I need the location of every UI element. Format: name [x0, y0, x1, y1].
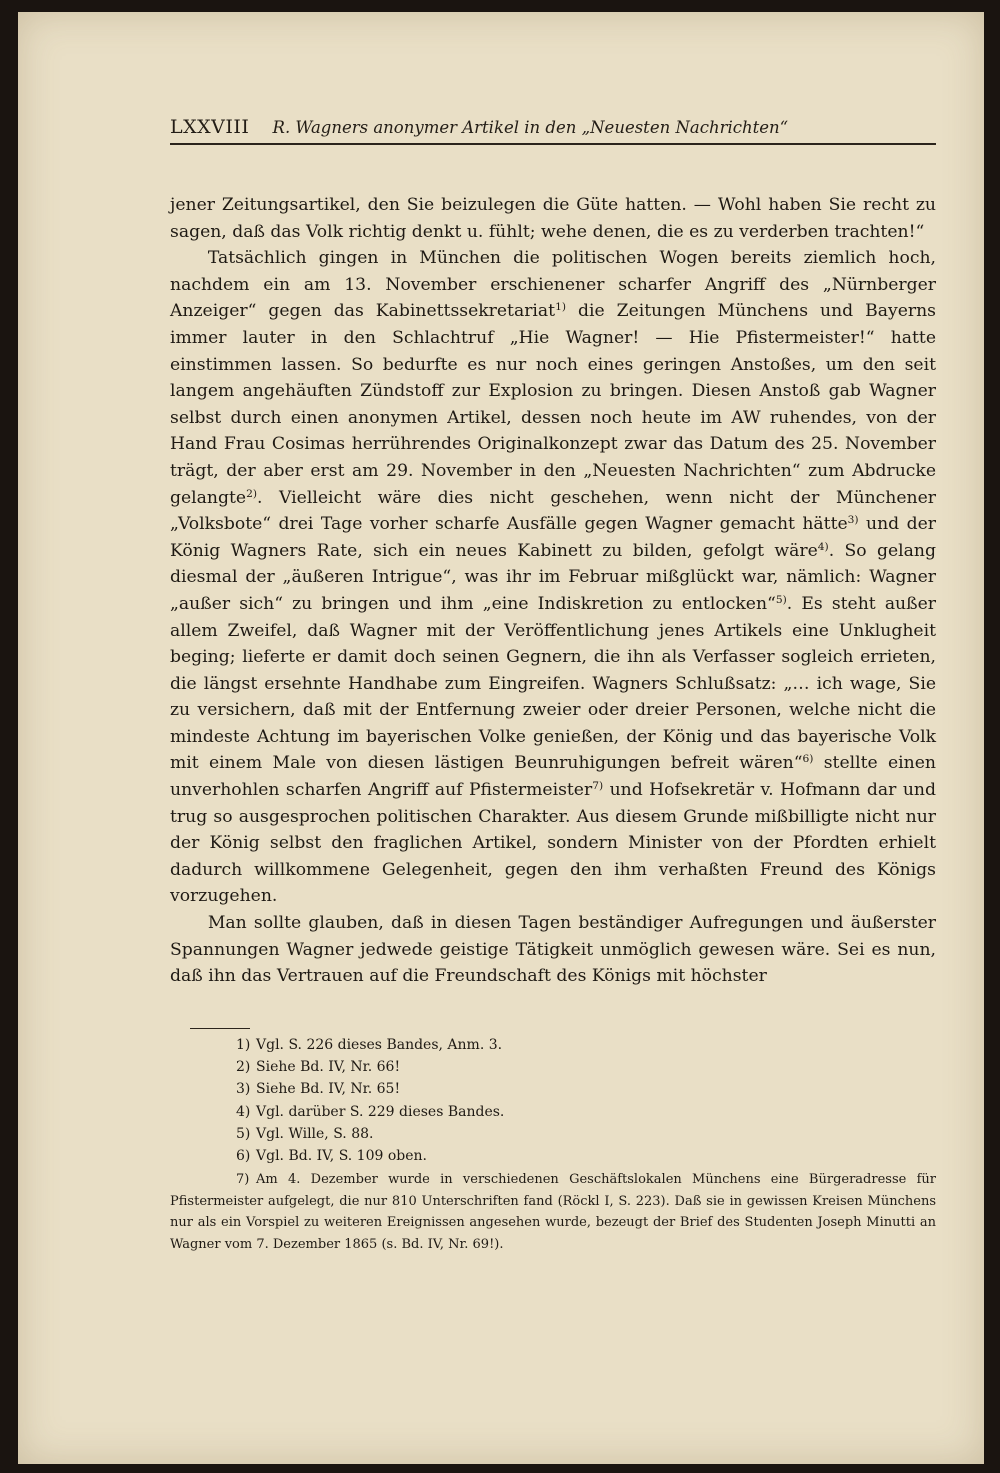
running-header: [170, 116, 936, 145]
text-run: . Vielleicht wäre dies nicht geschehen, wenn nicht der Münchener „Volksbote“ drei Tage vorher scharfe Ausfälle gegen Wagner gemacht hätte: [170, 487, 936, 535]
footnotes: [170, 1034, 936, 1255]
footnote-text: Vgl. Bd. IV, S. 109 oben.: [256, 1148, 428, 1165]
footnote-ref-2[interactable]: 2): [246, 486, 258, 500]
footnote-text: Vgl. S. 226 dieses Bandes, Anm. 3.: [256, 1037, 503, 1053]
footnote-marker: 7): [236, 1172, 250, 1188]
book-page: [18, 12, 984, 1464]
footnote-ref-3[interactable]: 3): [847, 513, 859, 527]
footnote-ref-4[interactable]: 4): [817, 539, 829, 553]
footnote-text: Vgl. darüber S. 229 dieses Bandes.: [256, 1103, 505, 1120]
text-run: und der König Wagners Rate, sich ein neues Kabinett zu bilden, gefolgt wäre: [170, 514, 936, 561]
footnote-ref-6[interactable]: 6): [802, 752, 814, 766]
text-run: stellte einen unverhohlen scharfen Angriff auf Pfistermeister: [170, 753, 936, 801]
footnote-4: [170, 1101, 936, 1123]
footnote-5: [170, 1123, 936, 1145]
footnote-text: Vgl. Wille, S. 88.: [256, 1125, 374, 1142]
footnote-marker: 1): [236, 1037, 251, 1053]
footnote-marker: 5): [236, 1125, 251, 1142]
footnote-text: Siehe Bd. IV, Nr. 65!: [256, 1081, 401, 1098]
footnote-3: [170, 1078, 936, 1100]
footnote-marker: 3): [236, 1081, 251, 1098]
paragraph-continued: jener Zeitungsartikel, den Sie beizulegen die Güte hatten. — Wohl haben Sie recht zu sagen, daß das Volk richtig denkt u. fühlt; wehe denen, die es zu verderben trachten!“: [170, 195, 936, 242]
running-title: R. Wagners anonymer Artikel in den „Neuesten Nachrichten“: [272, 118, 789, 137]
footnote-ref-5[interactable]: 5): [775, 593, 787, 607]
paragraph-politics: [170, 245, 936, 910]
footnote-7: [170, 1169, 936, 1255]
footnote-marker: 2): [236, 1059, 251, 1076]
text-run: . Es steht außer allem Zweifel, daß Wagner mit der Veröffentlichung jenes Artikels eine Unklugheit beging; lieferte er damit doch seinen Gegnern, die ihn als Verfasser sogleich errieten, die längst ersehnte Handhabe zum Eingreifen. Wagners Schlußsatz: „… ich wage, Sie zu versichern, daß mit der Entfernung zweier oder dreier Personen, welche nicht die mindeste Achtung im bayerischen Volke genießen, der König und das bayerische Volk mit einem Male von diesen lästigen Beunruhigungen befreit wären“: [170, 593, 936, 774]
main-text: [170, 192, 936, 990]
footnote-6: [170, 1145, 936, 1167]
footnote-text: Siehe Bd. IV, Nr. 66!: [256, 1059, 401, 1076]
footnote-ref-7[interactable]: 7): [592, 779, 604, 793]
footnote-ref-1[interactable]: 1): [555, 300, 567, 314]
footnote-divider: [190, 1028, 250, 1029]
footnote-marker: 6): [236, 1148, 251, 1165]
footnote-marker: 4): [236, 1103, 251, 1120]
text-run: . So gelang diesmal der „äußeren Intrigue“, was ihr im Februar mißglückt war, nämlich: Wagner „außer sich“ zu bringen und ihm „eine Indiskretion zu entlocken“: [170, 540, 936, 614]
paragraph-tension: Man sollte glauben, daß in diesen Tagen beständiger Aufregungen und äußerster Spannungen Wagner jedwede geistige Tätigkeit unmöglich gewesen wäre. Sei es nun, daß ihn das Vertrauen auf die Freundschaft des Königs mit höchster: [170, 913, 936, 987]
text-run: Tatsächlich gingen in München die politischen Wogen bereits ziemlich hoch, nachdem ein am 13. November erschienener scharfer Angriff des „Nürnberger Anzeiger“ gegen das Kabinettssekretariat: [170, 248, 936, 322]
footnote-1: [170, 1034, 936, 1056]
text-run: und Hofsekretär v. Hofmann dar und trug so ausgesprochen politischen Charakter. Aus diesem Grunde mißbilligte nicht nur der König selbst den fraglichen Artikel, sondern Minister von der Pfordten erhielt dadurch willkommene Gelegenheit, gegen den ihm verhaßten Freund des Königs vorzugehen.: [170, 780, 936, 907]
footnote-text: Am 4. Dezember wurde in verschiedenen Geschäftslokalen Münchens eine Bürgeradresse für Pfistermeister aufgelegt, die nur 810 Unterschriften fand (Röckl I, S. 223). Daß sie in gewissen Kreisen Münchens nur als ein Vorspiel zu weiteren Ereignissen angesehen wurde, bezeugt der Brief des Studenten Joseph Minutti an Wagner vom 7. Dezember 1865 (s. Bd. IV, Nr. 69!).: [170, 1172, 936, 1252]
text-run: die Zeitungen Münchens und Bayerns immer lauter in den Schlachtruf „Hie Wagner! — Hie Pfistermeister!“ hatte einstimmen lassen. So bedurfte es nur noch eines geringen Anstoßes, um den seit langem angehäuften Zündstoff zur Explosion zu bringen. Diesen Anstoß gab Wagner selbst durch einen anonymen Artikel, dessen noch heute im AW ruhendes, von der Hand Frau Cosimas herrührendes Originalkonzept zwar das Datum des 25. November trägt, der aber erst am 29. November in den „Neuesten Nachrichten“ zum Abdrucke gelangte: [170, 301, 936, 508]
footnote-2: [170, 1056, 936, 1078]
page-number: LXXVIII: [170, 116, 250, 138]
